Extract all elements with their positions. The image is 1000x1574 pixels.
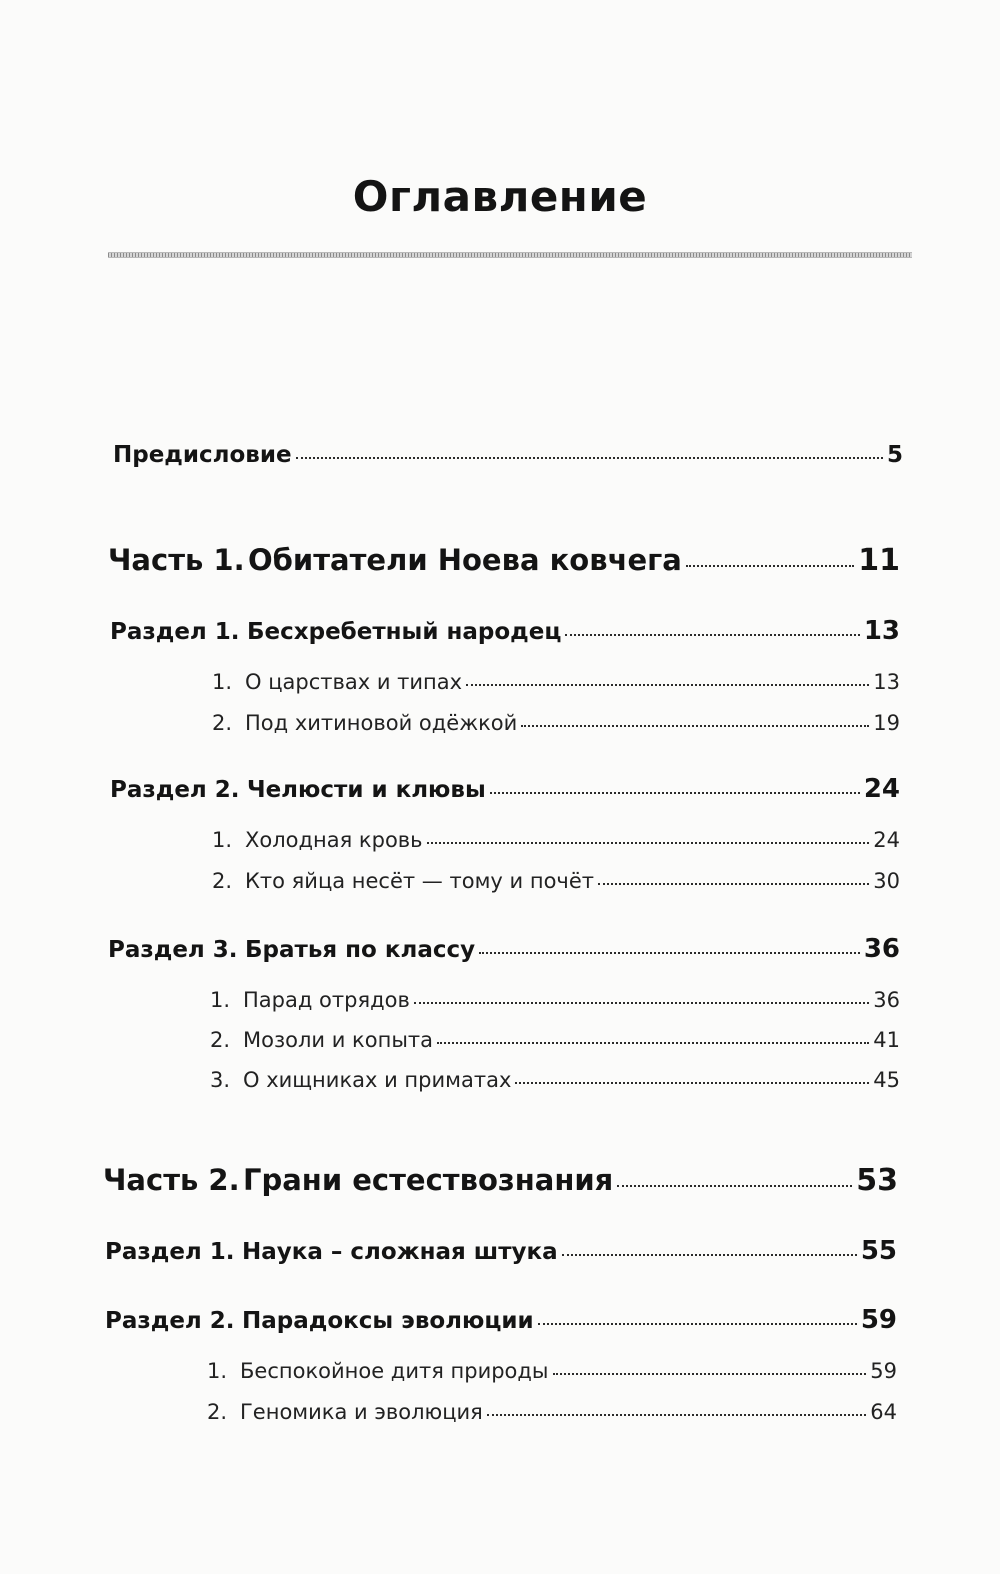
- dot-leader: [521, 725, 869, 727]
- dot-leader: [515, 1082, 869, 1084]
- dot-leader: [490, 792, 860, 794]
- dot-leader: [598, 883, 869, 885]
- item-title: Холодная кровь: [245, 828, 423, 852]
- dot-leader: [437, 1042, 869, 1044]
- dot-leader: [414, 1002, 869, 1004]
- item-title: Под хитиновой одёжкой: [245, 711, 518, 735]
- toc-page-number: 53: [856, 1163, 898, 1198]
- toc-page-number: 59: [870, 1359, 897, 1383]
- section-title: Парадоксы эволюции: [242, 1308, 534, 1334]
- dot-leader: [565, 634, 859, 636]
- toc-page-number: 13: [873, 670, 900, 694]
- dot-leader: [296, 457, 883, 459]
- part-title: Грани естествознания: [243, 1163, 614, 1197]
- item-title: Парад отрядов: [243, 988, 410, 1012]
- toc-section-1-1[interactable]: [110, 616, 900, 646]
- toc-item[interactable]: [210, 988, 900, 1012]
- dot-leader: [466, 684, 869, 686]
- dot-leader: [479, 952, 860, 954]
- section-number: Раздел 1.: [105, 1239, 235, 1265]
- toc-item[interactable]: [210, 1028, 900, 1052]
- toc-section-2-1[interactable]: [105, 1236, 897, 1266]
- item-number: 2.: [210, 1028, 231, 1052]
- toc-item[interactable]: [207, 1400, 897, 1424]
- toc-part-2[interactable]: [103, 1163, 898, 1198]
- toc-item[interactable]: [212, 670, 900, 694]
- item-number: 1.: [212, 670, 233, 694]
- section-number: Раздел 1.: [110, 619, 240, 645]
- toc-item[interactable]: [212, 869, 900, 893]
- section-number: Раздел 2.: [105, 1308, 235, 1334]
- toc-page-number: 64: [870, 1400, 897, 1424]
- section-number: Раздел 3.: [108, 937, 238, 963]
- section-title: Братья по классу: [245, 937, 476, 963]
- part-number: Часть 2.: [103, 1163, 240, 1197]
- item-title: О хищниках и приматах: [243, 1068, 512, 1092]
- item-number: 1.: [212, 828, 233, 852]
- item-number: 2.: [212, 869, 233, 893]
- dot-leader: [538, 1323, 857, 1325]
- item-number: 2.: [207, 1400, 228, 1424]
- item-number: 3.: [210, 1068, 231, 1092]
- toc-page-number: 55: [860, 1236, 897, 1266]
- dot-leader: [553, 1373, 867, 1375]
- item-number: 1.: [207, 1359, 228, 1383]
- part-title: Обитатели Ноева ковчега: [248, 543, 682, 577]
- item-title: Кто яйца несёт — тому и почёт: [245, 869, 594, 893]
- dot-leader: [487, 1414, 866, 1416]
- toc-item[interactable]: [207, 1359, 897, 1383]
- toc-page-number: 59: [860, 1305, 897, 1335]
- item-title: Беспокойное дитя природы: [240, 1359, 549, 1383]
- dot-leader: [617, 1185, 852, 1187]
- toc-item[interactable]: [212, 828, 900, 852]
- item-title: Мозоли и копыта: [243, 1028, 433, 1052]
- item-number: 1.: [210, 988, 231, 1012]
- section-title: Челюсти и клювы: [247, 777, 486, 803]
- dot-leader: [686, 565, 854, 567]
- part-number: Часть 1.: [108, 543, 245, 577]
- toc-section-1-2[interactable]: [110, 774, 900, 804]
- toc-page-number: 19: [873, 711, 900, 735]
- dot-leader: [562, 1254, 857, 1256]
- toc-page-number: 13: [863, 616, 900, 646]
- toc-section-2-2[interactable]: [105, 1305, 897, 1335]
- toc-entry-label: Предисловие: [113, 442, 292, 468]
- item-title: Геномика и эволюция: [240, 1400, 483, 1424]
- title-divider: [108, 252, 912, 258]
- section-number: Раздел 2.: [110, 777, 240, 803]
- toc-page-number: 30: [873, 869, 900, 893]
- dot-leader: [427, 842, 870, 844]
- toc-page-number: 36: [873, 988, 900, 1012]
- toc-page-number: 45: [873, 1068, 900, 1092]
- toc-item[interactable]: [212, 711, 900, 735]
- section-title: Наука – сложная штука: [242, 1239, 558, 1265]
- toc-entry-preface[interactable]: [113, 442, 903, 468]
- toc-item[interactable]: [210, 1068, 900, 1092]
- toc-page-number: 5: [886, 442, 903, 468]
- toc-part-1[interactable]: [108, 543, 900, 578]
- page-title: Оглавление: [352, 172, 648, 221]
- toc-page-number: 24: [863, 774, 900, 804]
- toc-section-1-3[interactable]: [108, 934, 900, 964]
- toc-page-number: 36: [863, 934, 900, 964]
- toc-page-number: 11: [858, 543, 900, 578]
- item-number: 2.: [212, 711, 233, 735]
- section-title: Бесхребетный народец: [247, 619, 562, 645]
- item-title: О царствах и типах: [245, 670, 463, 694]
- toc-page-number: 41: [873, 1028, 900, 1052]
- toc-page-number: 24: [873, 828, 900, 852]
